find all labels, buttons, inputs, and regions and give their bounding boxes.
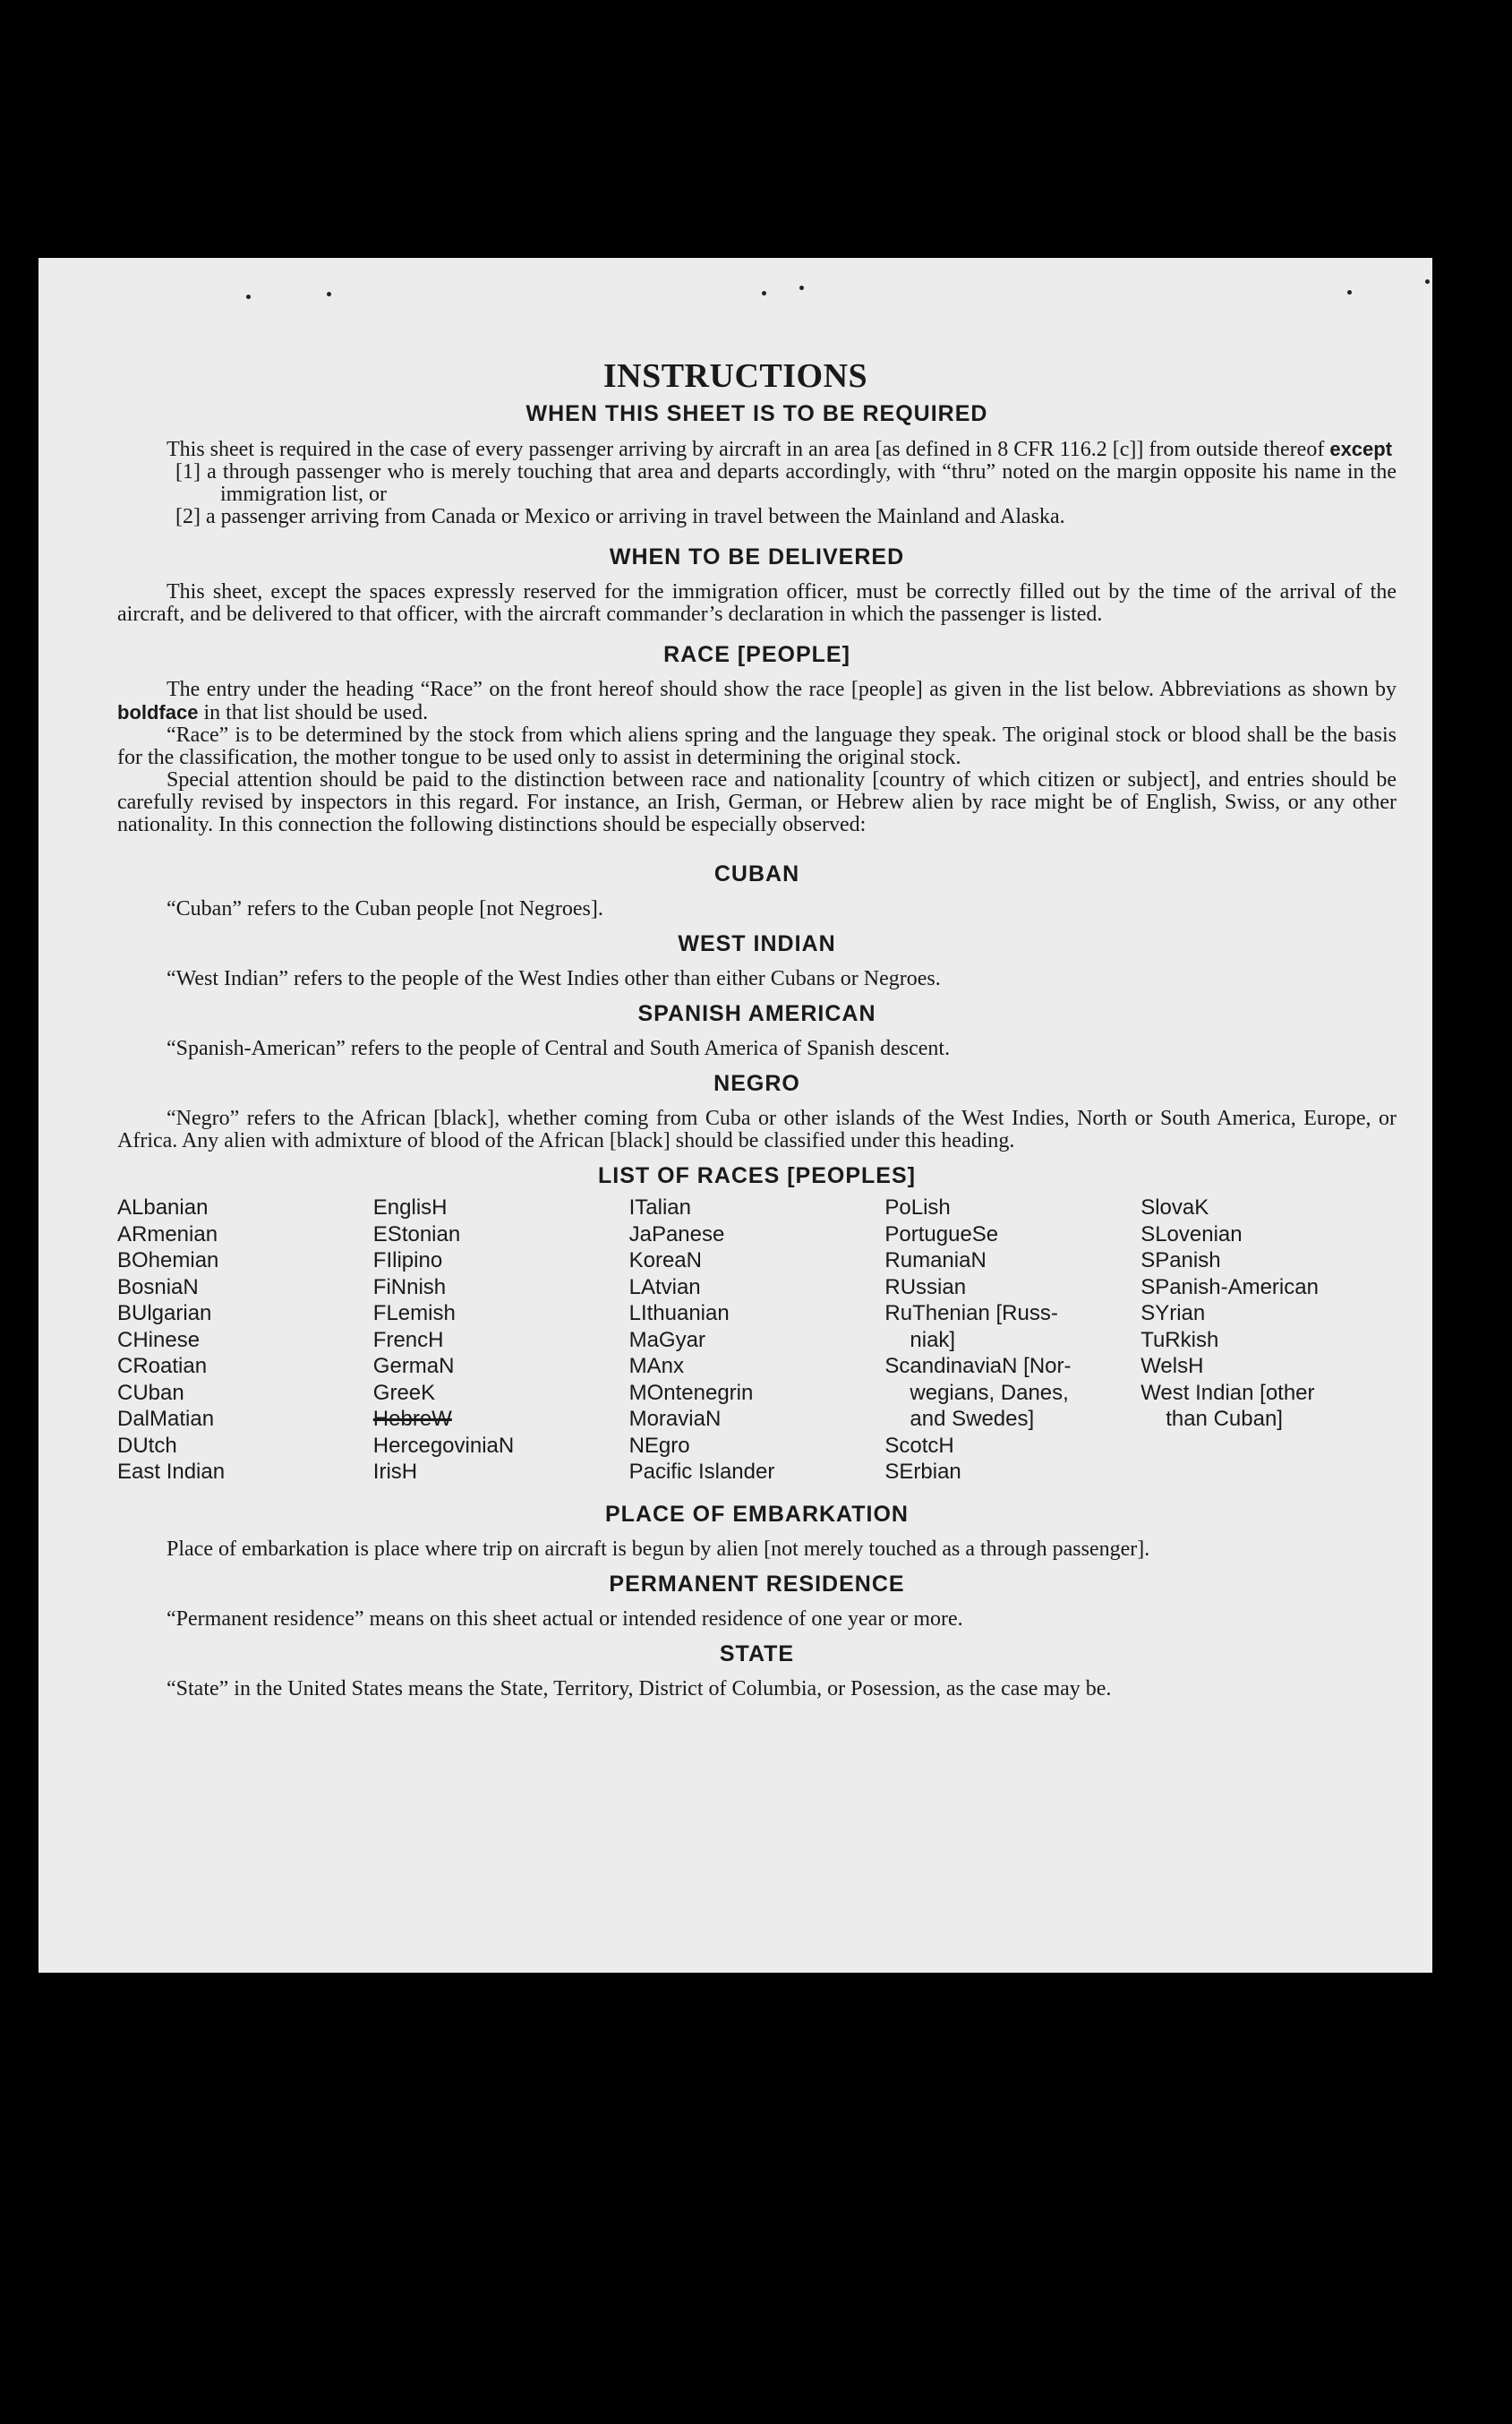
race-item: ALbanian (117, 1195, 209, 1220)
race-item: MOntenegrin (628, 1380, 754, 1405)
heading-when-required: WHEN THIS SHEET IS TO BE REQUIRED (525, 401, 988, 426)
speck (327, 292, 331, 296)
race-item: PoLish (884, 1195, 951, 1220)
heading-when-delivered: WHEN TO BE DELIVERED (609, 544, 905, 570)
race-item: niak] (910, 1327, 956, 1352)
race-item: SlovaK (1140, 1195, 1209, 1220)
heading-west-indian: WEST INDIAN (678, 931, 836, 956)
race-item: MoraviaN (628, 1407, 722, 1431)
race-item: RumaniaN (884, 1248, 987, 1272)
race-item: DalMatian (117, 1407, 215, 1431)
race-item: ITalian (628, 1195, 691, 1220)
race-item: PortugueSe (884, 1221, 999, 1246)
race-paragraph-2: “Race” is to be determined by the stock from which aliens spring and the language they speak. The original stock or blood shall be the basis for the classification, the mother tongue to be used only to assist in determining the original stock. (117, 724, 1397, 769)
race-item: ScotcH (884, 1433, 954, 1458)
heading-embarkation: PLACE OF EMBARKATION (605, 1501, 909, 1527)
embarkation-text: Place of embarkation is place where trip on aircraft is begun by alien [not merely touched as a through passenger]. (167, 1537, 1150, 1561)
race-item: BosniaN (117, 1274, 199, 1299)
speck (799, 286, 804, 290)
race-item: FiNnish (372, 1274, 447, 1299)
race-paragraph-1: The entry under the heading “Race” on the front hereof should show the race [people] as given in the list below. Abbreviations as shown by boldface in that list should be used. (117, 678, 1397, 724)
race-item: NEgro (628, 1433, 690, 1458)
spanish-american-text: “Spanish-American” refers to the people of Central and South America of Spanish descent. (167, 1037, 951, 1060)
document-sheet (38, 258, 1432, 1973)
race-list (117, 1195, 1397, 1486)
cuban-text: “Cuban” refers to the Cuban people [not Negroes]. (167, 897, 603, 921)
speck (1425, 279, 1430, 284)
heading-spanish-american: SPANISH AMERICAN (637, 1001, 876, 1026)
heading-negro: NEGRO (713, 1071, 800, 1096)
race-column-3 (629, 1195, 885, 1486)
required-item-1: [1] a through passenger who is merely touching that area and departs accordingly, with “thru” noted on the margin opposite his name in the immigration list, or (175, 460, 1397, 506)
page-title: INSTRUCTIONS (602, 357, 868, 395)
race-item: FIlipino (372, 1248, 443, 1272)
race-item: TuRkish (1140, 1327, 1219, 1352)
race-item: SYrian (1140, 1301, 1206, 1325)
race-item: EnglisH (372, 1195, 448, 1220)
race-item: ScandinaviaN [Nor- (884, 1354, 1072, 1378)
heading-cuban: CUBAN (713, 861, 800, 887)
race-item: HebreW (372, 1407, 452, 1431)
required-intro: This sheet is required in the case of every passenger arriving by aircraft in an area [as defined in 8 CFR 116.2 [c]] from outside thereof except (167, 438, 1393, 461)
race-item: HercegoviniaN (372, 1433, 515, 1458)
race-column-2 (373, 1195, 629, 1486)
race-paragraph-3: Special attention should be paid to the distinction between race and nationality [country of which citizen or subject], and entries should be carefully revised by inspectors in this regard. For instance, an Irish, German, or Hebrew alien by race might be of English, Swiss, or any other nationality. In this connection the following distinctions should be especially observed: (117, 768, 1397, 836)
race-item: SErbian (884, 1460, 961, 1484)
race-item: GermaN (372, 1354, 455, 1378)
race-item: KoreaN (628, 1248, 702, 1272)
race-item: BOhemian (117, 1248, 219, 1272)
residence-text: “Permanent residence” means on this sheet actual or intended residence of one year or more. (167, 1606, 963, 1631)
heading-race: RACE [PEOPLE] (663, 642, 850, 667)
race-item: EStonian (372, 1221, 461, 1246)
race-item: SLovenian (1140, 1221, 1243, 1246)
speck (246, 295, 251, 299)
race-item: FLemish (372, 1301, 456, 1325)
race-item: CHinese (117, 1327, 201, 1352)
race-column-1 (117, 1195, 373, 1486)
race-item: WelsH (1140, 1354, 1204, 1378)
heading-list-of-races: LIST OF RACES [PEOPLES] (598, 1163, 916, 1188)
race-column-5 (1140, 1195, 1397, 1486)
race-item: RUssian (884, 1274, 967, 1299)
negro-text: “Negro” refers to the African [black], whether coming from Cuba or other islands of the West Indies, North or South America, Europe, or Africa. Any alien with admixture of blood of the African [black] should be classified under this heading. (117, 1107, 1397, 1152)
speck (1347, 290, 1352, 295)
required-item-2: [2] a passenger arriving from Canada or Mexico or arriving in travel between the Mainland and Alaska. (175, 505, 1065, 528)
race-item: and Swedes] (910, 1407, 1035, 1431)
race-item: FrencH (372, 1327, 444, 1352)
delivered-text: This sheet, except the spaces expressly reserved for the immigration officer, must be correctly filled out by the time of the arrival of the aircraft, and be delivered to that officer, with the aircraft commander’s declaration in which the passenger is listed. (117, 580, 1397, 626)
race-item: MAnx (628, 1354, 684, 1378)
race-item: MaGyar (628, 1327, 705, 1352)
west-indian-text: “West Indian” refers to the people of the West Indies other than either Cubans or Negroes. (167, 967, 941, 990)
race-item: BUlgarian (117, 1301, 212, 1325)
race-item: CUban (117, 1380, 184, 1405)
race-item: West Indian [other (1140, 1380, 1315, 1405)
race-item: SPanish (1140, 1248, 1221, 1272)
heading-state: STATE (719, 1640, 795, 1666)
race-item: SPanish-American (1140, 1274, 1319, 1299)
race-item: LIthuanian (628, 1301, 730, 1325)
race-column-4 (884, 1195, 1140, 1486)
race-item: than Cuban] (1166, 1407, 1283, 1431)
race-item: RuThenian [Russ- (884, 1301, 1058, 1325)
race-item: LAtvian (628, 1274, 701, 1299)
race-item: ARmenian (117, 1221, 218, 1246)
race-item: East Indian (117, 1460, 226, 1484)
state-text: “State” in the United States means the State, Territory, District of Columbia, or Posession, as the case may be. (167, 1676, 1112, 1700)
race-item: JaPanese (628, 1221, 725, 1246)
heading-permanent-residence: PERMANENT RESIDENCE (609, 1571, 905, 1597)
instructions-body (117, 401, 1397, 1700)
race-item: Pacific Islander (628, 1460, 775, 1484)
race-item: CRoatian (117, 1354, 208, 1378)
race-item: DUtch (117, 1433, 177, 1458)
race-item: GreeK (372, 1380, 436, 1405)
speck (762, 291, 766, 296)
race-item: IrisH (372, 1460, 418, 1484)
race-item: wegians, Danes, (910, 1380, 1069, 1405)
